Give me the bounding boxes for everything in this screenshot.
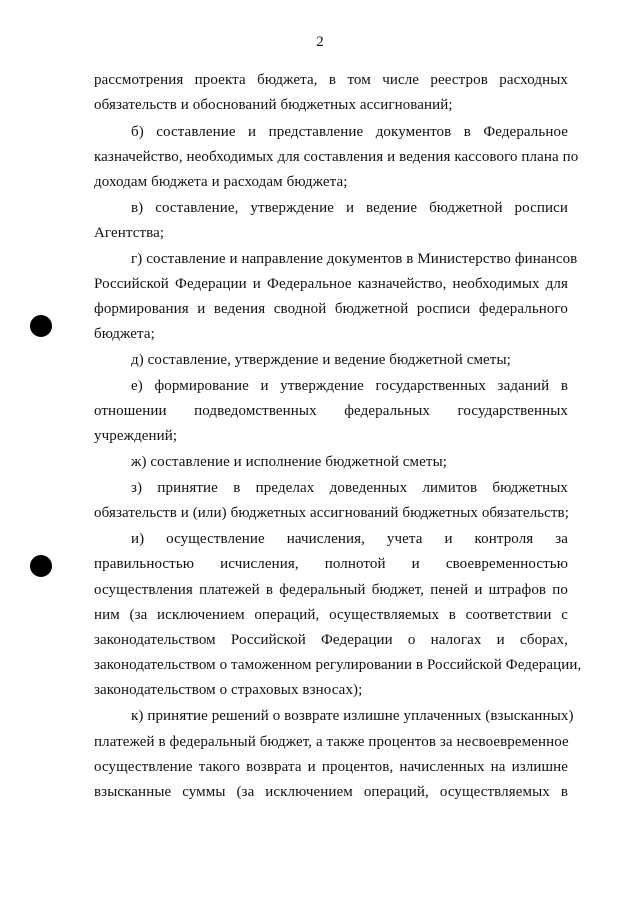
text-line: е) формирование и утверждение государственных заданий в [131,378,568,394]
text-line: в) составление, утверждение и ведение бюджетной росписи [131,200,568,216]
text-line: рассмотрения проекта бюджета, в том числе реестров расходных [94,72,568,88]
text-line: г) составление и направление документов в Министерство финансов [131,251,578,267]
punch-hole [30,555,52,577]
text-line: взысканные суммы (за исключением операций, осуществляемых в [94,784,568,800]
text-line: осуществления платежей в федеральный бюджет, пеней и штрафов по [94,582,568,598]
punch-hole [30,315,52,337]
text-line: ним (за исключением операций, осуществляемых в соответствии с [94,607,568,623]
text-line: казначейство, необходимых для составления и ведения кассового плана по [94,149,579,165]
text-line: платежей в федеральный бюджет, а также процентов за несвоевременное [94,734,569,750]
text-line: б) составление и представление документов в Федеральное [131,124,568,140]
text-line: Российской Федерации и Федеральное казначейство, необходимых для [94,276,568,292]
text-line: Агентства; [94,225,165,241]
text-line: обязательств и обоснований бюджетных ассигнований; [94,97,453,113]
text-line: законодательством Российской Федерации о налогах и сборах, [94,632,568,648]
text-line: обязательств и (или) бюджетных ассигнований бюджетных обязательств; [94,505,569,521]
text-line: учреждений; [94,428,178,444]
text-line: бюджета; [94,326,155,342]
text-line: отношении подведомственных федеральных государственных [94,403,568,419]
text-line: доходам бюджета и расходам бюджета; [94,174,348,190]
text-line: осуществление такого возврата и процентов, начисленных на излишне [94,759,568,775]
text-line: правильностью исчисления, полнотой и своевременностью [94,556,568,572]
text-line: законодательством о страховых взносах); [94,682,363,698]
text-line: законодательством о таможенном регулировании в Российской Федерации, [94,657,582,673]
page-number: 2 [316,34,324,50]
text-line: з) принятие в пределах доведенных лимитов бюджетных [131,480,568,496]
text-line: ж) составление и исполнение бюджетной сметы; [131,454,448,470]
text-line: формирования и ведения сводной бюджетной росписи федерального [94,301,568,317]
text-line: и) осуществление начисления, учета и контроля за [131,531,568,547]
text-line: д) составление, утверждение и ведение бюджетной сметы; [131,352,511,368]
text-line: к) принятие решений о возврате излишне уплаченных (взысканных) [131,708,574,724]
